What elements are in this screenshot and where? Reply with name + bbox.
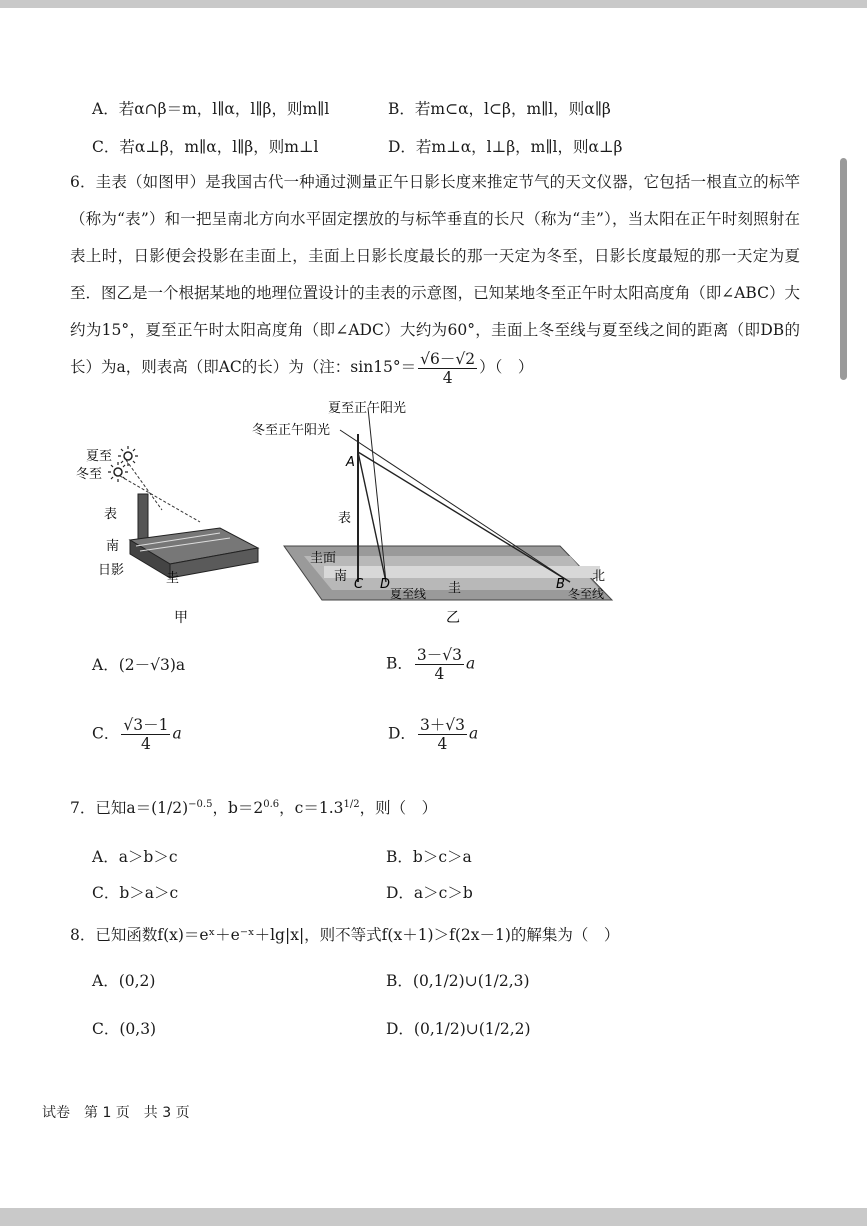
q7-stem-tail: ，则（ ） — [359, 799, 438, 818]
q6-stem-text: 6．圭表（如图甲）是我国古代一种通过测量正午日影长度来推定节气的天文仪器，它包括一根直立的标竿（称为“表”）和一把呈南北方向水平固定摆放的与标竿垂直的长尺（称为“圭”），当太阳在正午时刻照射在表上时，日影便会投影在圭面上，圭面上日影长度最长的那一天定为冬至，日影长度最短的那一天定为夏至．图乙是一个根据某地的地理位置设计的圭表的示意图，已知某地冬至正午时太阳高度角（即∠ABC）大约为15°，夏至正午时太阳高度角（即∠ADC）大约为60°，圭面上冬至线与夏至线之间的距离（即DB的长）为a，则表高（即AC的长）为（注：sin15°＝ — [70, 173, 800, 376]
q6-option-b-num: 3－√3 — [416, 646, 462, 664]
yi-label-gui: 圭 — [448, 581, 462, 596]
yi-label-guimian: 圭面 — [310, 551, 337, 566]
jia-label-gui: 圭 — [166, 571, 180, 586]
q7-exp-c: 1/2 — [343, 799, 360, 810]
q5-option-c: C．若α⊥β，m∥α，l∥β，则m⊥l — [92, 138, 319, 156]
jia-label-riying: 日影 — [98, 563, 125, 578]
q8-option-d: D．(0,1/2)∪(1/2,2) — [386, 1020, 531, 1038]
yi-label-xiazhi-light: 夏至正午阳光 — [328, 401, 407, 416]
q8-stem: 8．已知函数f(x)＝eˣ＋e⁻ˣ＋lg|x|，则不等式f(x＋1)＞f(2x－1)的解集为（ ） — [70, 926, 620, 944]
q7-option-c: C．b＞a＞c — [92, 884, 179, 902]
q6-option-c-den: 4 — [140, 735, 151, 753]
q6-option-b — [386, 646, 475, 683]
q6-stem — [70, 164, 800, 387]
q6-option-c — [92, 716, 182, 753]
q7-stem-a: 7．已知a＝(1/2) — [70, 799, 189, 818]
q6-option-c-label: C． — [92, 724, 120, 743]
q7-stem — [70, 794, 437, 819]
sun-icon — [118, 446, 138, 466]
q8-option-c: C．(0,3) — [92, 1020, 157, 1038]
yi-label-xiazhixian: 夏至线 — [390, 587, 427, 601]
q6-option-d-fraction — [418, 716, 467, 753]
yi-point-b: B — [556, 577, 565, 592]
q5-option-b: B．若m⊂α，l⊂β，m∥l，则α∥β — [388, 100, 611, 118]
sin15-denominator: 4 — [442, 368, 453, 387]
yi-label-bei: 北 — [592, 569, 606, 584]
yi-point-c: C — [354, 577, 364, 592]
q6-option-b-tail: a — [466, 654, 476, 673]
q6-option-b-label: B． — [386, 654, 413, 673]
q6-option-d-tail: a — [469, 724, 479, 743]
q6-option-c-num: √3－1 — [123, 716, 169, 734]
q7-option-d: D．a＞c＞b — [386, 884, 473, 902]
figure-yi — [252, 394, 630, 630]
yi-label-nan: 南 — [334, 569, 348, 584]
q6-option-a: A．(2－√3)a — [92, 656, 186, 674]
sin15-numerator: √6－√2 — [420, 349, 476, 368]
figure-jia — [70, 430, 270, 630]
q6-option-d — [388, 716, 478, 753]
jia-label-dongzhi: 冬至 — [76, 467, 103, 482]
q6-option-d-label: D． — [388, 724, 416, 743]
q5-option-d: D．若m⊥α，l⊥β，m∥l，则α⊥β — [388, 138, 623, 156]
yi-label-dongzhixian: 冬至线 — [568, 587, 605, 601]
q6-option-b-fraction — [415, 646, 464, 683]
bottom-border — [0, 1208, 867, 1226]
q8-option-a: A．(0,2) — [92, 972, 156, 990]
q7-option-b: B．b＞c＞a — [386, 848, 472, 866]
q8-option-b: B．(0,1/2)∪(1/2,3) — [386, 972, 530, 990]
jia-label-biao: 表 — [104, 507, 118, 522]
q7-stem-b: ，b＝2 — [212, 799, 264, 818]
q6-option-b-den: 4 — [434, 665, 445, 683]
q7-stem-c: ，c＝1.3 — [279, 799, 344, 818]
q6-option-d-den: 4 — [437, 735, 448, 753]
yi-label-dongzhi-light: 冬至正午阳光 — [252, 423, 331, 438]
q6-option-c-fraction — [121, 716, 170, 753]
q7-exp-a: −0.5 — [188, 799, 213, 810]
jia-label-nan: 南 — [106, 539, 120, 554]
q6-stem-tail: ）（ ） — [479, 358, 534, 376]
yi-point-a: A — [346, 455, 355, 470]
sin15-fraction — [418, 350, 477, 387]
q5-option-a: A．若α∩β＝m，l∥α，l∥β，则m∥l — [92, 100, 330, 118]
q7-exp-b: 0.6 — [263, 799, 280, 810]
yi-label-biao: 表 — [338, 511, 352, 526]
jia-caption: 甲 — [174, 610, 188, 626]
q6-option-c-tail: a — [172, 724, 182, 743]
jia-label-xiazhi: 夏至 — [86, 449, 113, 464]
page-footer: 试卷 第 1 页 共 3 页 — [42, 1105, 190, 1121]
q7-option-a: A．a＞b＞c — [92, 848, 178, 866]
yi-caption: 乙 — [446, 610, 460, 626]
q6-option-d-num: 3＋√3 — [419, 716, 466, 734]
scrollbar[interactable] — [840, 158, 847, 380]
yi-point-d: D — [380, 577, 391, 592]
top-border — [0, 0, 867, 8]
